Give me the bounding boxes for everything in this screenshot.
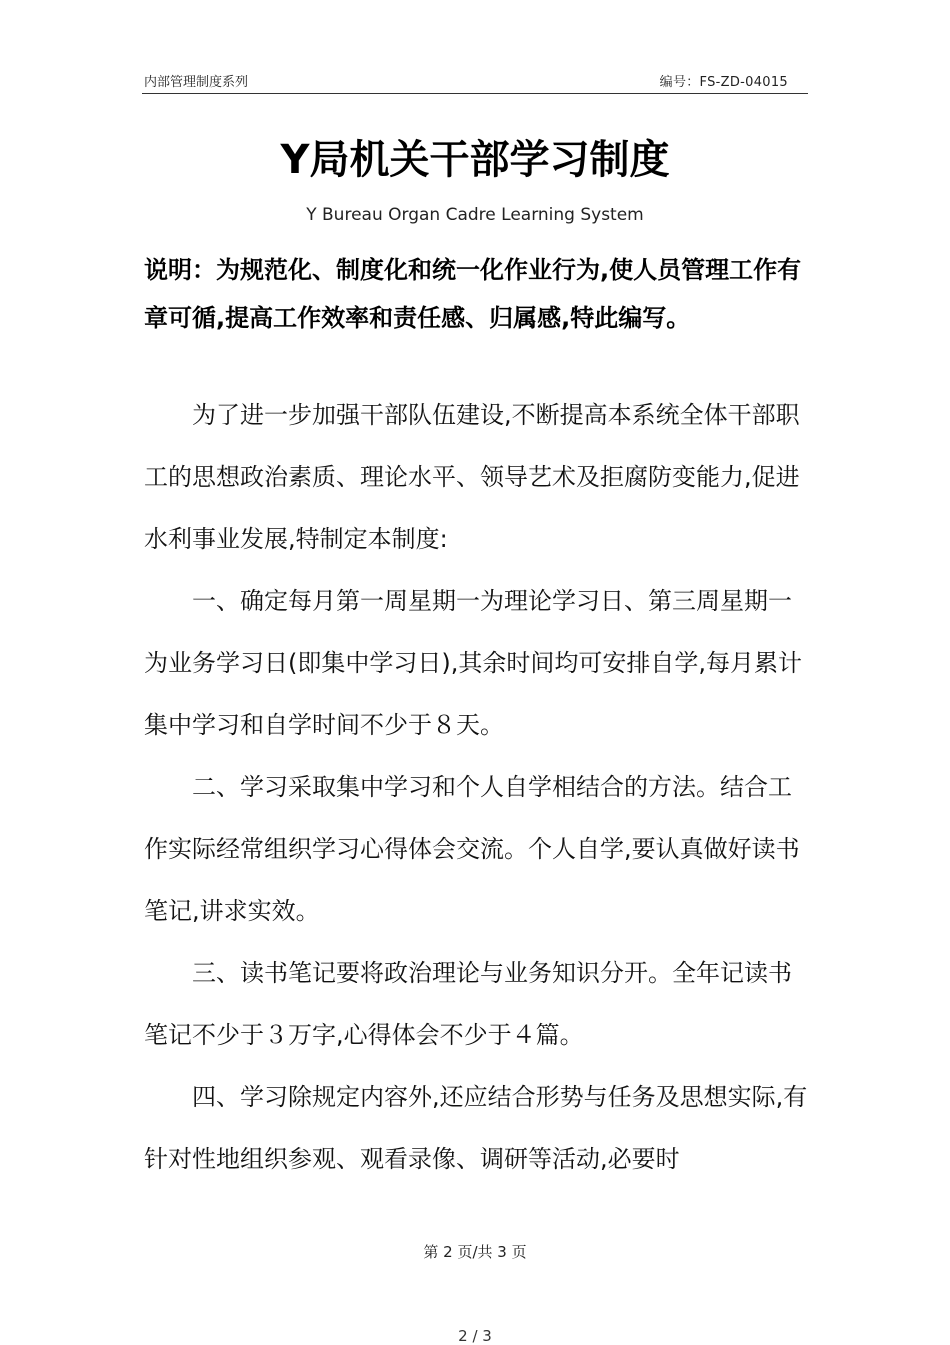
paragraph-intro: 为了进一步加强干部队伍建设,不断提高本系统全体干部职工的思想政治素质、理论水平、领导艺术及拒腐防变能力,促进水利事业发展,特制定本制度: <box>144 401 800 553</box>
header-divider <box>142 93 808 94</box>
document-body <box>144 384 810 1190</box>
paragraph-item-1: 一、确定每月第一周星期一为理论学习日、第三周星期一为业务学习日(即集中学习日),其余时间均可安排自学,每月累计集中学习和自学时间不少于８天。 <box>144 587 802 739</box>
header-doc-number: 编号：FS-ZD-04015 <box>659 75 788 90</box>
document-title: Y局机关干部学习制度 <box>280 137 670 183</box>
page-footer-label: 第 2 页/共 3 页 <box>423 1243 527 1261</box>
viewer-page-indicator: 2 / 3 <box>458 1327 492 1345</box>
paragraph-item-3: 三、读书笔记要将政治理论与业务知识分开。全年记读书笔记不少于３万字,心得体会不少于４篇。 <box>144 959 792 1049</box>
document-note: 说明：为规范化、制度化和统一化作业行为,使人员管理工作有章可循,提高工作效率和责任感、归属感,特此编写。 <box>144 256 802 332</box>
document-subtitle: Y Bureau Organ Cadre Learning System <box>306 205 644 225</box>
paragraph-item-4: 四、学习除规定内容外,还应结合形势与任务及思想实际,有针对性地组织参观、观看录像、调研等活动,必要时 <box>144 1083 808 1173</box>
header-series-label: 内部管理制度系列 <box>144 75 249 90</box>
paragraph-item-2: 二、学习采取集中学习和个人自学相结合的方法。结合工作实际经常组织学习心得体会交流。个人自学,要认真做好读书笔记,讲求实效。 <box>144 773 800 925</box>
